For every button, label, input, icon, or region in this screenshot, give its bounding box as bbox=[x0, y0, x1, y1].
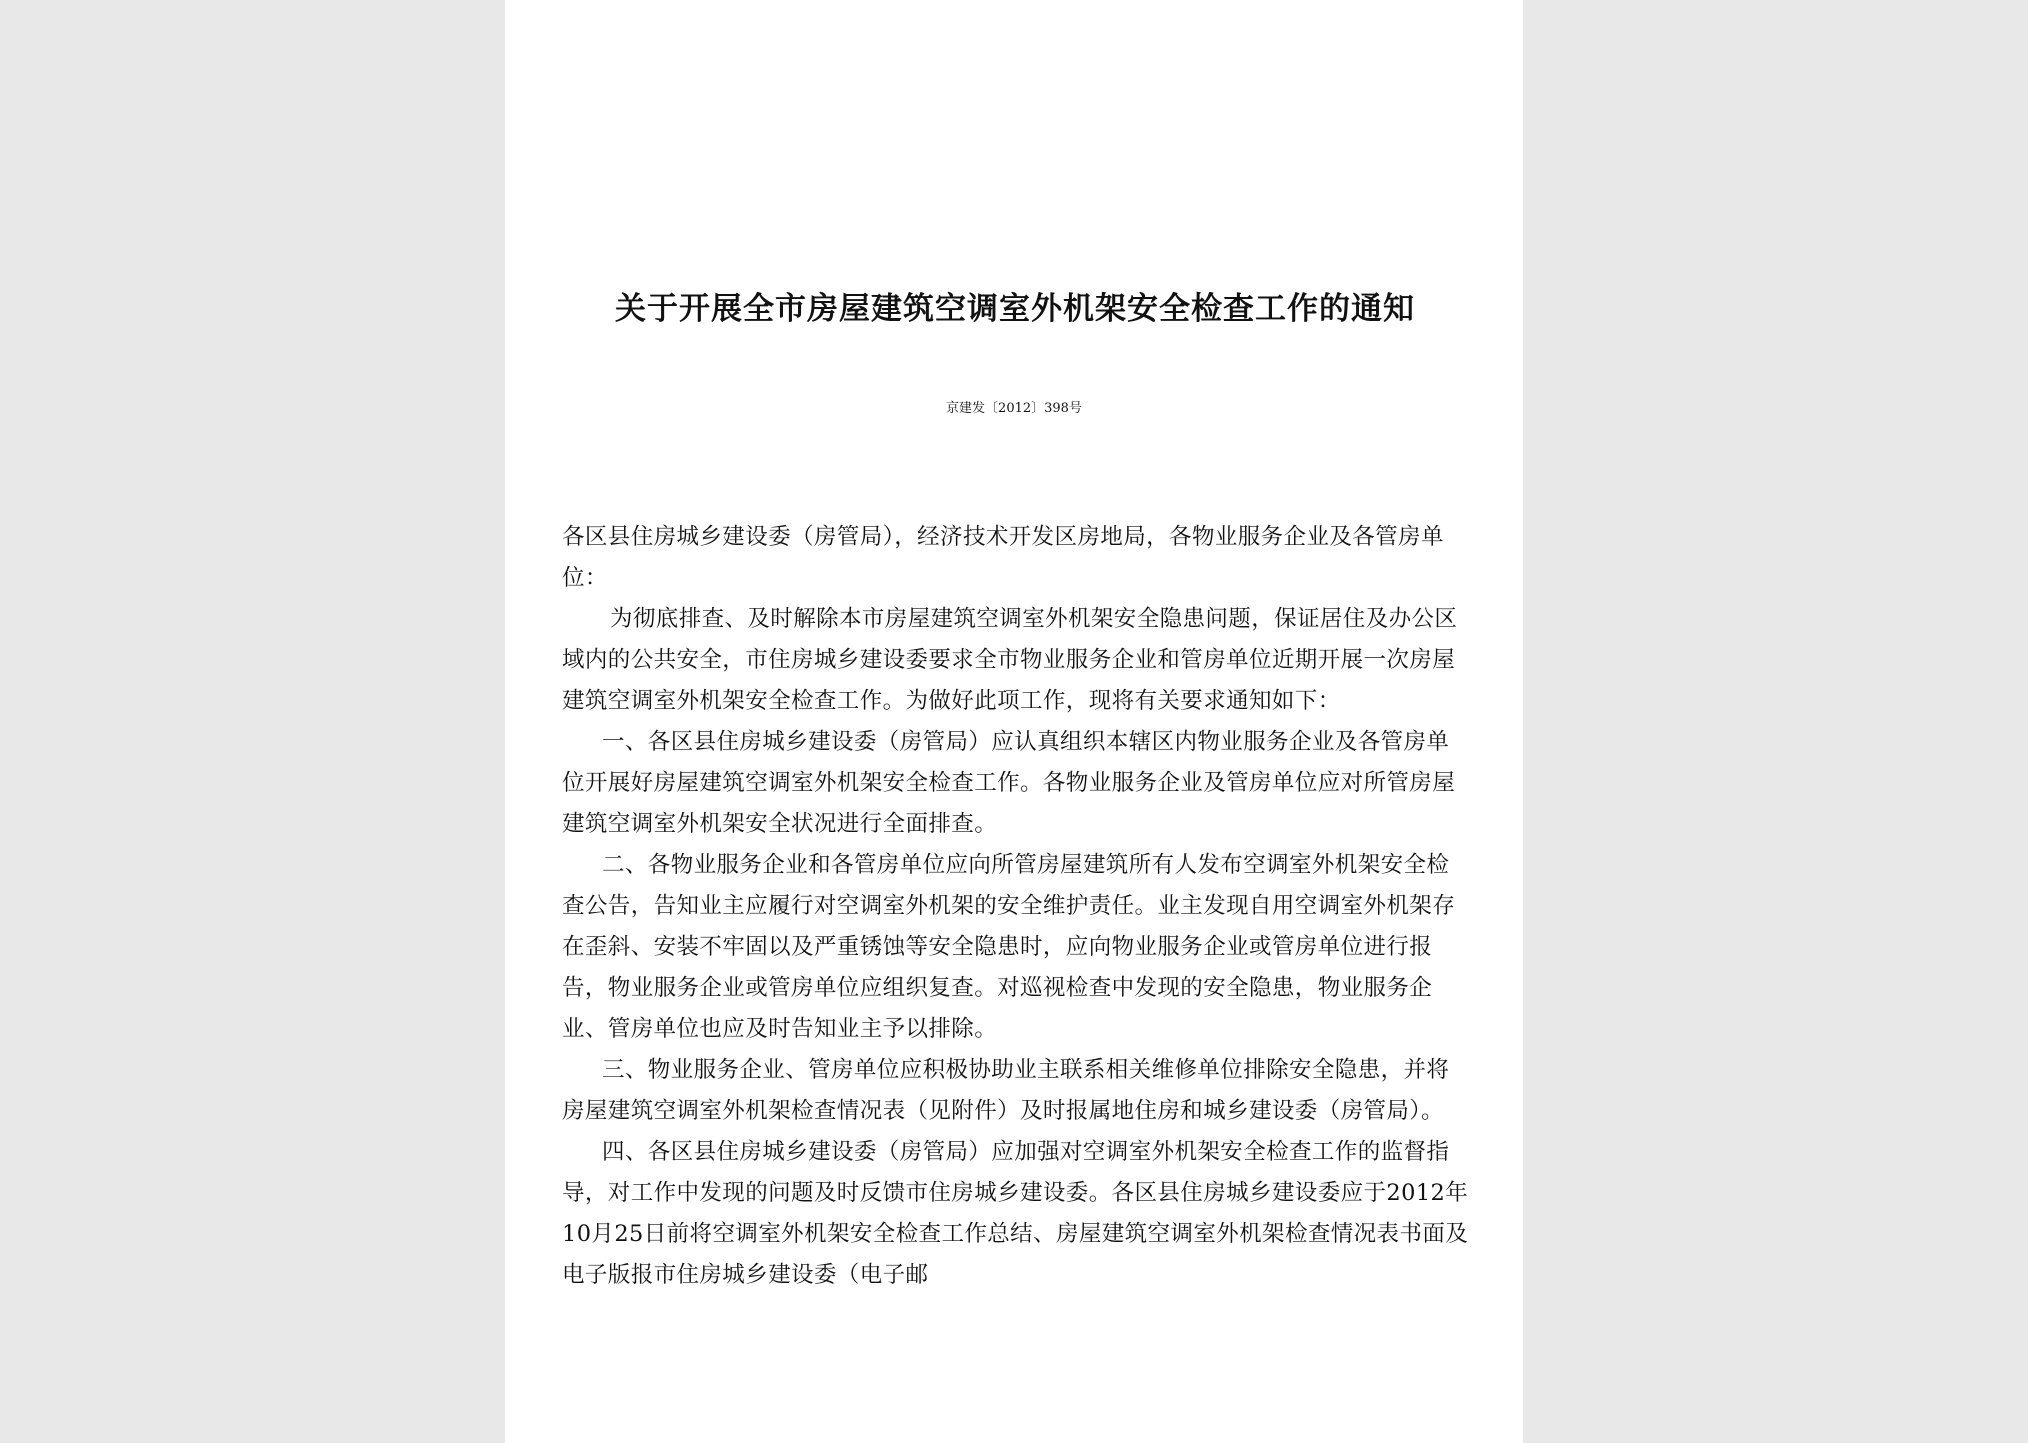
salutation: 各区县住房城乡建设委（房管局），经济技术开发区房地局，各物业服务企业及各管房单位： bbox=[562, 524, 1444, 591]
document-title: 关于开展全市房屋建筑空调室外机架安全检查工作的通知 bbox=[615, 291, 1415, 327]
paragraph-4: 四、各区县住房城乡建设委（房管局）应加强对空调室外机架安全检查工作的监督指导，对工作中发现的问题及时反馈市住房城乡建设委。各区县住房城乡建设委应于2012年10月25日前将空调室外机架安全检查工作总结、房屋建筑空调室外机架检查情况表书面及电子版报市住房城乡建设委（电子邮 bbox=[562, 1139, 1469, 1288]
paragraph-2: 二、各物业服务企业和各管房单位应向所管房屋建筑所有人发布空调室外机架安全检查公告，告知业主应履行对空调室外机架的安全维护责任。业主发现自用空调室外机架存在歪斜、安装不牢固以及严重锈蚀等安全隐患时，应向物业服务企业或管房单位进行报告，物业服务企业或管房单位应组织复查。对巡视检查中发现的安全隐患，物业服务企业、管房单位也应及时告知业主予以排除。 bbox=[562, 852, 1456, 1042]
paragraph-1: 一、各区县住房城乡建设委（房管局）应认真组织本辖区内物业服务企业及各管房单位开展好房屋建筑空调室外机架安全检查工作。各物业服务企业及管房单位应对所管房屋建筑空调室外机架安全状况进行全面排查。 bbox=[562, 729, 1456, 837]
paragraph-3: 三、物业服务企业、管房单位应积极协助业主联系相关维修单位排除安全隐患，并将房屋建筑空调室外机架检查情况表（见附件）及时报属地住房和城乡建设委（房管局）。 bbox=[562, 1057, 1450, 1124]
document-body bbox=[562, 517, 1472, 1296]
paragraph-intro: 为彻底排查、及时解除本市房屋建筑空调室外机架安全隐患问题，保证居住及办公区域内的公共安全，市住房城乡建设委要求全市物业服务企业和管房单位近期开展一次房屋建筑空调室外机架安全检查工作。为做好此项工作，现将有关要求通知如下： bbox=[562, 606, 1458, 714]
document-number: 京建发〔2012〕398号 bbox=[946, 401, 1082, 416]
document-page bbox=[505, 0, 1523, 1443]
